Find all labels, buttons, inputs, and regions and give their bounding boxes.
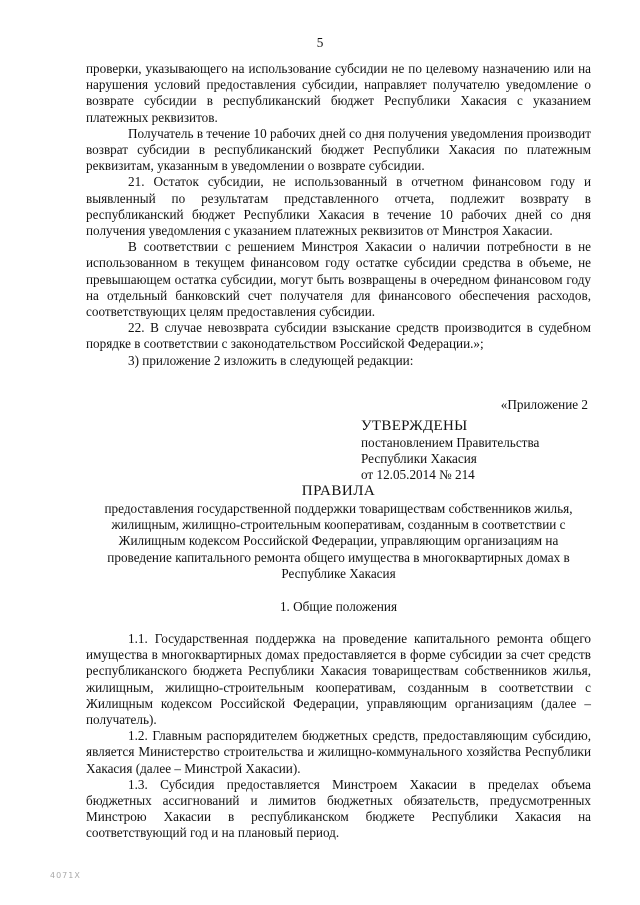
paragraph: Получатель в течение 10 рабочих дней со дня получения уведомления производит возврат субсидии в республиканский бюджет Республики Хакасия по платежным реквизитам, указанным в уведомлении о возврате субсидии. xyxy=(86,125,591,174)
paragraph-point-21: 21. Остаток субсидии, не использованный в отчетном финансовом году и выявленный по результатам представленного отчета, подлежит возврату в республиканский бюджет Республики Хакасия в течение 10 рабочих дней со дня получения уведомления с указанием платежных реквизитов от Минстроя Хакасии. xyxy=(86,174,591,239)
approval-heading: УТВЕРЖДЕНЫ xyxy=(361,418,468,434)
appendix-label: «Приложение 2 xyxy=(500,397,588,412)
paragraph-amendment: 3) приложение 2 изложить в следующей редакции: xyxy=(128,352,414,368)
approval-line: Республики Хакасия xyxy=(361,451,477,467)
paragraph-point-22: 22. В случае невозврата субсидии взыскание средств производится в судебном порядке в соответствии с законодательством Российской Федерации.»; xyxy=(86,320,591,352)
paragraph-1-2: 1.2. Главным распорядителем бюджетных средств, предоставляющим субсидию, является Министерство строительства и жилищно-коммунального хозяйства Республики Хакасия (далее – Минстрой Хакасии). xyxy=(86,728,591,776)
footer-mark: 4071X xyxy=(50,871,81,880)
text-block-top xyxy=(86,61,591,369)
approval-line: постановлением Правительства xyxy=(361,435,540,450)
approval-block xyxy=(361,417,601,484)
paragraph: В соответствии с решением Минстроя Хакасии о наличии потребности в не использованном в текущем финансовом году остатке субсидии средства в объеме, не превышающем остатка субсидии, могут быть возвращены в очередном финансовом году на отдельный банковский счет получателя для финансового обеспечения расходов, соответствующих целям предоставления субсидии. xyxy=(86,239,591,320)
paragraph-1-3: 1.3. Субсидия предоставляется Минстроем Хакасии в пределах объема бюджетных ассигнований и лимитов бюджетных обязательств, предусмотренных Минстрою Хакасии в республиканском бюджете Республики Хакасия на соответствующий год и на плановый период. xyxy=(86,776,591,841)
rules-title: ПРАВИЛА xyxy=(301,483,376,499)
text-block-bottom xyxy=(86,631,591,842)
paragraph-1-1: 1.1. Государственная поддержка на проведение капитального ремонта общего имущества в многоквартирных домах предоставляется в форме субсидии за счет средств республиканского бюджета Республики Хакасия товариществам собственников жилья, жилищным, жилищно-строительным кооперативам, созданным в соответствии с Жилищным кодексом Российской Федерации, управляющим организациям (далее – получатель). xyxy=(86,631,591,728)
approval-date: от 12.05.2014 № 214 xyxy=(361,467,475,483)
page-number: 5 xyxy=(316,35,324,50)
rules-subtitle: предоставления государственной поддержки товариществам собственников жилья, жилищным, жилищно-строительным кооперативам, созданным в соответствии с Жилищным кодексом Российской Федерации, управляющим организациям на проведение капитального ремонта общего имущества в многоквартирных домах в Республике Хакасия xyxy=(104,501,573,581)
paragraph: проверки, указывающего на использование субсидии не по целевому назначению или на нарушения условий предоставления субсидии, направляет получателю уведомление о возврате субсидии в республиканский бюджет Республики Хакасия с указанием платежных реквизитов. xyxy=(86,61,591,125)
section-title: 1. Общие положения xyxy=(279,599,398,614)
